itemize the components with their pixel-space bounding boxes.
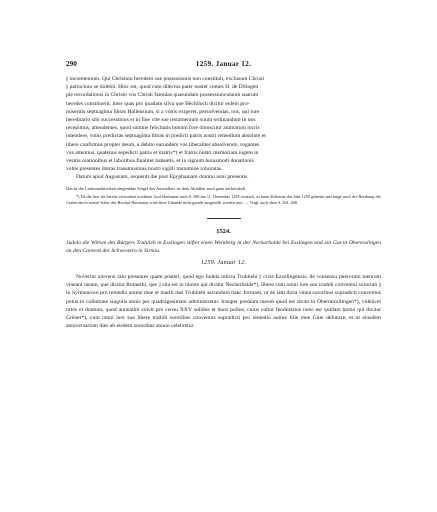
running-title: 1259. Januar 12. <box>195 60 252 68</box>
text-line: recepimus, attendentes, quod summe felicitatis bonum fore dinoscitur animarum lucris <box>66 125 260 132</box>
document-text: Noverint universi tam presentes quam posteri, quod ego Iudela relicta Truhliebi || civis Ezzelingensis, de consensu puerorum meorum vineam meam, que dicitur Rumeshi, que || sita est in monte qui dicitur Necherhalde*), libere cum omni iure suo tradidi conventui sororum || in Syrmenowe pro remedio anime mee et mariti mei Truhliebi secundum hanc formam, ut de iam dicta vinea sororibus supradicti conventus potus in collatione singulis annis per quadragesimam administretur. Insuper predium meum quod est situm in Obernezzilingen*), videlicet ortos et domum, quod annuatim solvit pro censu XXV solidos et duos pullos, cuius cultor feodotarius nunc est quidam homo qui dicitur Grĕner*), cum omni iure suo libere tradidi sororibus conventus supradicti pro remedio anime filie mee Gute defuncte, et ut eiusdem anniversarium dies ab eisdem sororibus annuo celebretur. <box>66 274 381 330</box>
dating-clause: Datum apud Augustam, sequenti die post Epyphaniam domini anni presentis. <box>76 174 249 181</box>
section-divider <box>207 218 241 219</box>
running-header <box>66 60 381 72</box>
text-line: || incrementum. Qui Christum heredem sue possessionis non constituit, exclusum Christi <box>66 76 265 82</box>
seal-note: Das in die Leinwandstücken eingenähte Siegel des Ausstellers ist dem Abfallen nach ganz zerbröckelt. <box>66 185 247 191</box>
document-date: 1259. Januar 12. <box>200 259 247 267</box>
page-number: 290 <box>66 60 77 68</box>
previous-document-text <box>66 75 381 182</box>
text-line: hereditario sibi successimus et in fine vite sue testamentum suum ordinandum in nos <box>66 117 256 124</box>
text-line: vos attentius, quatenus sepedicti patris et matris*) et fratris nostri memoriam iugem in <box>66 149 259 156</box>
footnote: *) Da der hier als bereits verstorben erwähnte Graf Hartmann nach S. 280 am 11. Dezember 1258 verstarb, so kann Stifterinn das Jahr 1259 gemeint und lange nach der Beerbung des Grafen durch seinen Sohn, den Bischof Hartmann, wird diese Urkunde nicht gerade ausgestellt worden sein. — Vergl. auch oben S. 261. 268. <box>66 194 381 205</box>
text-line: miseritis septuaginta libras Hallensium, si a vobis exigeret, persolvendas, nos, qui iure <box>66 108 260 115</box>
document-number: 1524. <box>216 227 231 235</box>
text-line: heredes constituerit, inter quas pro quadam silva que Bĕchiloch dicitur eidem pro- <box>66 100 250 107</box>
text-line: pie recordationis in Christo vos Christi famulas quarundam possessiunculaum suarum <box>66 92 259 99</box>
document-regest: Judela die Wittwe des Bürgers Truhlieb in Esslingen stiftet einen Weinberg in der Neckarhalde bei Esslingen und ein Gut in Oberesslingen an den Convent der Schwestern in Sirnau. <box>66 239 381 254</box>
text-line: || patrocinio se dolebit. Hinc est, quod cum dilectus pater noster comes H. de Dilingen <box>66 84 259 91</box>
text-line: vestris orationibus et laboribus finaliter habeatis, et in signum huiusmodi donationis <box>66 158 254 165</box>
text-line: vobis presentes literas transmisimus nostri sigilli munimine roboratas. <box>66 166 223 173</box>
text-line: intendere, vobis predictas septuaginta libras in predicti patris nostri remedium absolute et <box>66 133 266 140</box>
text-line: libere confirmus propter deum, a debito earundem vos liberaliter absolvendo, rogantes <box>66 141 260 148</box>
